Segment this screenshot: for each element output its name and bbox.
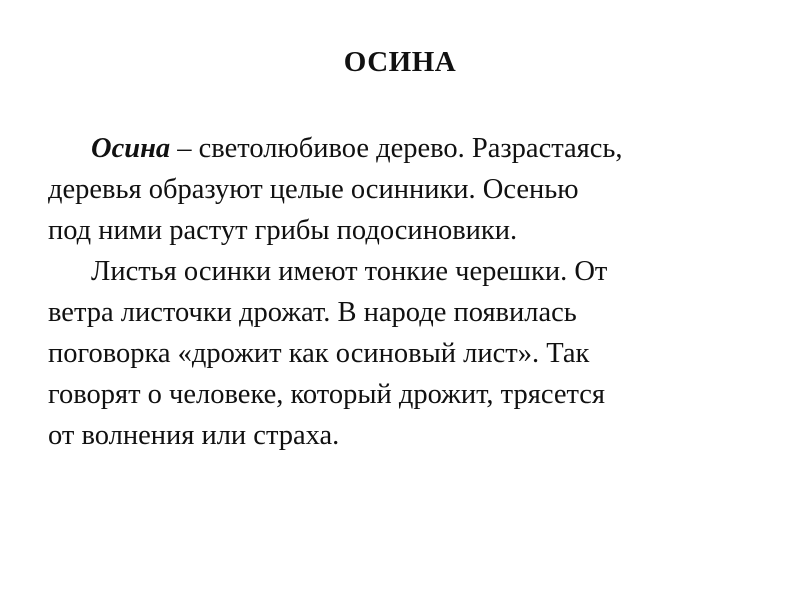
paragraph-1-line-1-text: – светолюбивое дерево. Разрастаясь, xyxy=(170,133,623,164)
paragraph-1-line-2: деревья образуют целые осинники. Осенью xyxy=(48,174,579,205)
paragraph-2-line-4: говорят о человеке, который дрожит, трясется xyxy=(48,379,606,410)
paragraph-2-line-3: поговорка «дрожит как осиновый лист». Так xyxy=(48,338,590,369)
text-body xyxy=(48,128,768,456)
paragraph-2-line-5: от волнения или страха. xyxy=(48,420,340,451)
paragraph-2-line-2: ветра листочки дрожат. В народе появилась xyxy=(48,297,577,328)
page-title: ОСИНА xyxy=(343,46,457,78)
lead-term: Осина xyxy=(91,133,171,164)
paragraph-2-line-1: Листья осинки имеют тонкие черешки. От xyxy=(91,256,608,287)
paragraph-1-line-1 xyxy=(48,128,768,169)
paragraph-1-line-3: под ними растут грибы подосиновики. xyxy=(48,215,518,246)
